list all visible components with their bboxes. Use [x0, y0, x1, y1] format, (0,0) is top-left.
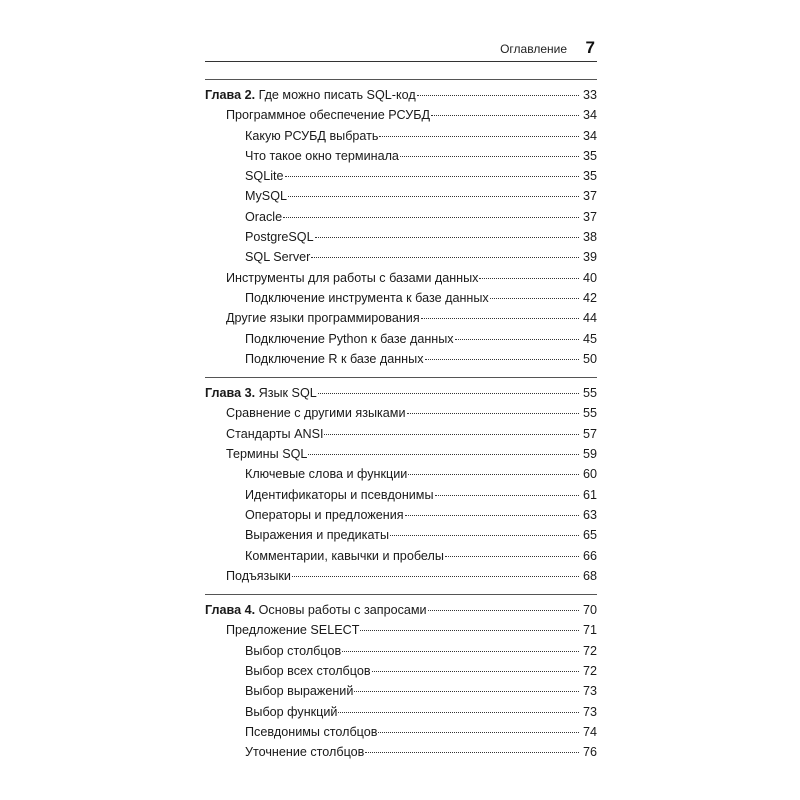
toc-entry-title: SQLite [245, 169, 284, 184]
toc-subsection-entry[interactable] [205, 525, 597, 545]
toc-page-number: 60 [582, 467, 597, 482]
toc-section-entry[interactable] [205, 444, 597, 464]
dot-leader [338, 712, 579, 713]
toc-entry-title: Программное обеспечение РСУБД [226, 108, 431, 123]
toc-entry-title: MySQL [245, 189, 287, 204]
toc-section-entry[interactable] [205, 308, 597, 328]
toc-page-number: 68 [582, 568, 597, 583]
toc-entry-title: Что такое окно терминала [245, 148, 399, 163]
toc-section-entry[interactable] [205, 566, 597, 586]
toc-entry-title: Термины SQL [226, 447, 308, 462]
dot-leader [283, 217, 579, 218]
dot-leader [354, 691, 579, 692]
toc-entry-title: SQL Server [245, 250, 311, 265]
chapter-section [205, 79, 597, 369]
toc-page-number: 40 [582, 270, 597, 285]
dot-leader [400, 156, 579, 157]
toc-page-number: 57 [582, 426, 597, 441]
toc-entry-title: Инструменты для работы с базами данных [226, 270, 479, 285]
toc-entry-title: Уточнение столбцов [245, 745, 365, 760]
dot-leader [408, 474, 579, 475]
chapter-label: Глава 4. [205, 603, 256, 618]
dot-leader [425, 359, 580, 360]
toc-page-number: 65 [582, 528, 597, 543]
toc-entry-title: Псевдонимы столбцов [245, 724, 378, 739]
toc-page-number: 39 [582, 250, 597, 265]
toc-entry-title: Другие языки программирования [226, 311, 420, 326]
toc-entry-title: Oracle [245, 209, 283, 224]
toc-page-number: 76 [582, 745, 597, 760]
chapter-title [205, 85, 416, 105]
toc-entry-title: Подъязыки [226, 568, 291, 583]
dot-leader [324, 434, 579, 435]
toc-page-number: 72 [582, 664, 597, 679]
toc-page-number: 70 [582, 603, 597, 618]
dot-leader [318, 393, 579, 394]
toc-page-number: 45 [582, 331, 597, 346]
toc-subsection-entry[interactable] [205, 146, 597, 166]
chapter-title [205, 383, 317, 403]
toc-page-number: 50 [582, 351, 597, 366]
toc-page-number: 35 [582, 169, 597, 184]
toc-page-number: 34 [582, 128, 597, 143]
toc-entry-title: Предложение SELECT [226, 623, 360, 638]
chapter-divider [205, 377, 597, 378]
toc-subsection-entry[interactable] [205, 247, 597, 267]
toc-entry-title: Стандарты ANSI [226, 426, 324, 441]
toc-subsection-entry[interactable] [205, 702, 597, 722]
toc-section-entry[interactable] [205, 105, 597, 125]
toc-page-number: 61 [582, 487, 597, 502]
toc-subsection-entry[interactable] [205, 722, 597, 742]
toc-page-number: 74 [582, 724, 597, 739]
toc-section-entry[interactable] [205, 620, 597, 640]
dot-leader [315, 237, 579, 238]
header-divider [205, 61, 597, 62]
dot-leader [285, 176, 579, 177]
running-header [205, 38, 597, 60]
running-header-title: Оглавление [500, 42, 567, 56]
dot-leader [292, 576, 579, 577]
toc-page-number: 55 [582, 406, 597, 421]
toc-page-number: 35 [582, 148, 597, 163]
dot-leader [288, 196, 579, 197]
toc-entry-title: Комментарии, кавычки и пробелы [245, 548, 444, 563]
toc-entry-title: Выбор функций [245, 704, 338, 719]
toc-entry-title: Сравнение с другими языками [226, 406, 406, 421]
chapter-section [205, 377, 597, 586]
dot-leader [417, 95, 579, 96]
dot-leader [405, 515, 579, 516]
dot-leader [360, 630, 579, 631]
toc-subsection-entry[interactable] [205, 742, 597, 762]
dot-leader [378, 732, 579, 733]
dot-leader [431, 115, 579, 116]
toc-subsection-entry[interactable] [205, 126, 597, 146]
toc-entry-title: Ключевые слова и функции [245, 467, 408, 482]
toc-subsection-entry[interactable] [205, 505, 597, 525]
dot-leader [379, 136, 579, 137]
dot-leader [479, 278, 579, 279]
toc-entry-title: PostgreSQL [245, 230, 314, 245]
toc-section-entry[interactable] [205, 424, 597, 444]
toc-subsection-entry[interactable] [205, 661, 597, 681]
dot-leader [372, 671, 579, 672]
toc-entry-title: Какую РСУБД выбрать [245, 128, 379, 143]
toc-page-number: 71 [582, 623, 597, 638]
toc-entry-title: Выражения и предикаты [245, 528, 389, 543]
toc-page-number: 33 [582, 88, 597, 102]
toc-page-number: 34 [582, 108, 597, 123]
chapter-section [205, 594, 597, 762]
chapter-heading[interactable] [205, 383, 597, 403]
dot-leader [308, 454, 579, 455]
dot-leader [428, 610, 579, 611]
dot-leader [490, 298, 579, 299]
toc-subsection-entry[interactable] [205, 485, 597, 505]
table-of-contents [205, 79, 597, 763]
dot-leader [421, 318, 579, 319]
toc-entry-title: Подключение Python к базе данных [245, 331, 454, 346]
toc-entry-title: Выбор столбцов [245, 643, 342, 658]
toc-page-number: 55 [582, 386, 597, 401]
toc-section-entry[interactable] [205, 268, 597, 288]
chapter-heading[interactable] [205, 85, 597, 105]
chapter-title-text: Где можно писать SQL-код [258, 88, 416, 102]
chapter-heading[interactable] [205, 600, 597, 620]
toc-entry-title: Операторы и предложения [245, 507, 404, 522]
chapter-title-text: Основы работы с запросами [258, 603, 427, 618]
toc-subsection-entry[interactable] [205, 546, 597, 566]
dot-leader [445, 556, 579, 557]
toc-subsection-entry[interactable] [205, 288, 597, 308]
toc-page-number: 38 [582, 230, 597, 245]
toc-subsection-entry[interactable] [205, 207, 597, 227]
chapter-divider [205, 594, 597, 595]
toc-page-number: 66 [582, 548, 597, 563]
toc-page-number: 44 [582, 311, 597, 326]
chapter-title-text: Язык SQL [258, 386, 317, 401]
toc-subsection-entry[interactable] [205, 329, 597, 349]
dot-leader [390, 535, 579, 536]
toc-entry-title: Подключение R к базе данных [245, 351, 424, 366]
toc-subsection-entry[interactable] [205, 227, 597, 247]
toc-entry-title: Подключение инструмента к базе данных [245, 290, 489, 305]
dot-leader [407, 413, 580, 414]
toc-subsection-entry[interactable] [205, 186, 597, 206]
dot-leader [455, 339, 579, 340]
dot-leader [311, 257, 579, 258]
toc-subsection-entry[interactable] [205, 681, 597, 701]
chapter-label: Глава 3. [205, 386, 256, 401]
page-number: 7 [585, 38, 595, 57]
chapter-title [205, 600, 427, 620]
chapter-label: Глава 2. [205, 88, 256, 102]
toc-subsection-entry[interactable] [205, 641, 597, 661]
toc-page-number: 42 [582, 290, 597, 305]
dot-leader [342, 651, 579, 652]
toc-subsection-entry[interactable] [205, 464, 597, 484]
toc-page-number: 63 [582, 507, 597, 522]
toc-entry-title: Выбор выражений [245, 684, 354, 699]
toc-section-entry[interactable] [205, 403, 597, 423]
toc-page-number: 73 [582, 684, 597, 699]
toc-page-number: 72 [582, 643, 597, 658]
toc-subsection-entry[interactable] [205, 166, 597, 186]
toc-entry-title: Выбор всех столбцов [245, 664, 371, 679]
toc-page-number: 73 [582, 704, 597, 719]
dot-leader [365, 752, 579, 753]
toc-page-number: 59 [582, 447, 597, 462]
chapter-divider [205, 79, 597, 80]
dot-leader [435, 495, 579, 496]
toc-entry-title: Идентификаторы и псевдонимы [245, 487, 434, 502]
toc-page-number: 37 [582, 189, 597, 204]
toc-page-number: 37 [582, 209, 597, 224]
toc-subsection-entry[interactable] [205, 349, 597, 369]
